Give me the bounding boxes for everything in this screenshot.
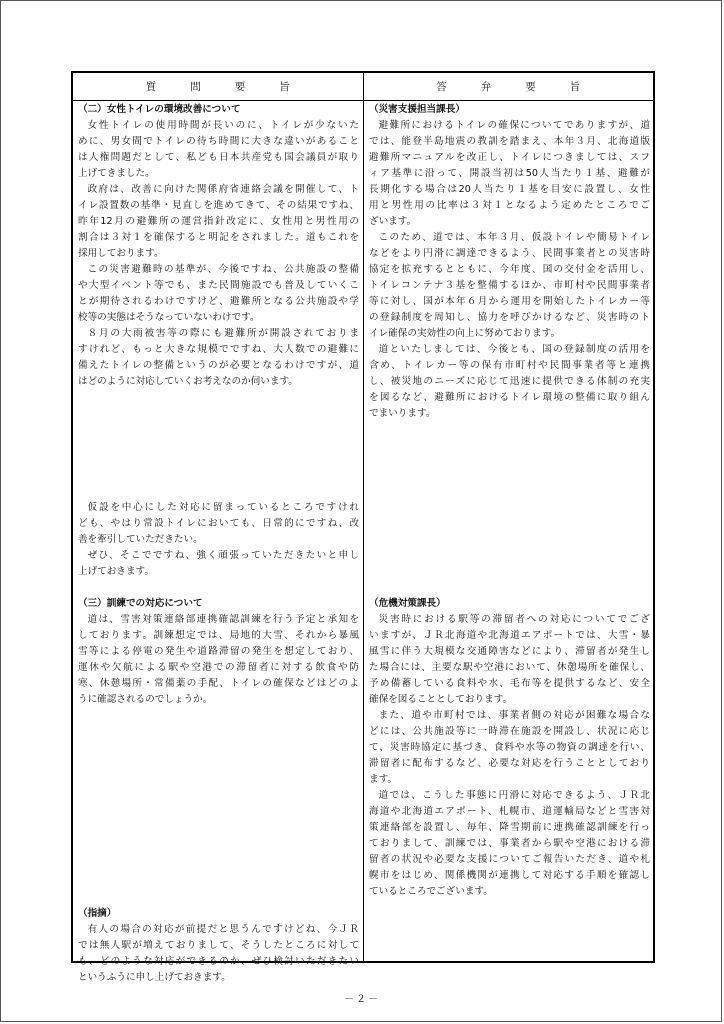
question-section bbox=[78, 500, 359, 580]
section-heading: （三）訓練での対応について bbox=[78, 598, 203, 609]
text-line: 上げておきます。 bbox=[78, 566, 154, 577]
text-line: ざいます。 bbox=[369, 216, 417, 227]
table-header bbox=[73, 73, 653, 101]
text-line: 上げてきました。 bbox=[78, 168, 155, 179]
text-line: トイレコンテナ３基を整備するほか、市町村や民間事業者 bbox=[369, 280, 650, 291]
text-line: 女性トイレの使用時間が長いのに、トイレが少ないた bbox=[87, 120, 359, 131]
text-line: 寒、休憩場所・常備薬の手配、トイレの確保などはどのよ bbox=[78, 678, 359, 689]
text-line: 仮設を中心にした対応に留まっているところですけれ bbox=[87, 502, 359, 513]
text-line: 備えたトイレの整備というのが必要となるわけですが、道 bbox=[78, 360, 359, 371]
text-line: 雪等による停電の発生や道路滞留の発生を想定しており、 bbox=[78, 646, 359, 657]
text-line: や大型イベント等でも、また民間施設でも普及していくこ bbox=[78, 280, 359, 291]
section-heading: （災害支援担当課長） bbox=[369, 104, 465, 115]
text-line: た場合には、主要な駅や空港において、休憩場所を確保し、 bbox=[369, 662, 650, 673]
text-line: 道は、雪害対策連絡部連携確認訓練を行う予定と承知を bbox=[87, 614, 359, 625]
section-heading: （危機対策課長） bbox=[369, 598, 446, 609]
text-line: いますが、ＪＲ北海道や北海道エアポートでは、大雪・暴 bbox=[369, 630, 650, 641]
answer-section bbox=[369, 102, 650, 422]
text-line: このため、道では、本年３月、仮設トイレや簡易トイレ bbox=[378, 232, 650, 243]
text-line: などをより円滑に調達できるよう、民間事業者との災害時 bbox=[369, 248, 650, 259]
text-line: 留者の状況や必要な支援についてご報告いただき、道や札 bbox=[369, 854, 650, 865]
question-section bbox=[78, 906, 359, 986]
text-line: て、災害時協定に基づき、食料や水等の物資の調達を行い、 bbox=[369, 742, 650, 753]
text-line: 協定を拡充するとともに、今年度、国の交付金を活用し、 bbox=[369, 264, 650, 275]
section-heading: （指摘） bbox=[78, 908, 117, 919]
text-line: では、能登半島地震の教訓を踏まえ、本年３月、北海道版 bbox=[369, 136, 650, 147]
text-line: 運休や欠航による駅や空港での滞留者に対する飲食や防 bbox=[78, 662, 359, 673]
text-line: 滞留者に配布するなど、必要な対応を行うこととしており bbox=[369, 758, 650, 769]
header-answer-summary: 答弁要旨 bbox=[436, 81, 615, 93]
text-line: 等に対し、国が本年６月から運用を開始したトイレカー等 bbox=[369, 296, 650, 307]
question-section bbox=[78, 596, 359, 708]
text-line: 採用しております。 bbox=[78, 248, 164, 259]
text-line: 道では、こうした事態に円滑に対応できるよう、ＪＲ北 bbox=[378, 790, 650, 801]
text-line: ておりまして、訓練では、事業者から駅や空港における滞 bbox=[369, 838, 650, 849]
text-line: 用と男性用の比率は３対１となるよう定めたところでご bbox=[369, 200, 650, 211]
text-line: 昨年12月の避難所の運営指針改定に、女性用と男性用の bbox=[78, 216, 359, 227]
text-line: うに確認されるのでしょうか。 bbox=[78, 694, 213, 705]
text-line: 避難所マニュアルを改正し、トイレにつきましては、スフ bbox=[369, 152, 650, 163]
text-line: 策連絡部を設置し、毎年、降雪期前に連携確認訓練を行っ bbox=[369, 822, 650, 833]
text-line: 含め、トイレカー等の保有市町村や民間事業者等と連携 bbox=[369, 360, 650, 371]
text-line: とが期待されるわけですけど、避難所となる公共施設や学 bbox=[78, 296, 359, 307]
text-line: また、道や市町村では、事業者側の対応が困難な場合な bbox=[378, 710, 650, 721]
text-line: どには、公共施設等に一時滞在施設を開設し、状況に応じ bbox=[369, 726, 650, 737]
text-line: 割合は３対１を確保すると明記をされました。道もこれを bbox=[78, 232, 359, 243]
text-line: ８月の大雨被害等の際にも避難所が開設されておりま bbox=[87, 328, 359, 339]
answer-section bbox=[369, 596, 650, 900]
text-line: 風雪に伴う大規模な交通障害などにより、滞留者が発生し bbox=[369, 646, 650, 657]
text-line: でまいります。 bbox=[369, 408, 436, 419]
text-line: 有人の場合の対応が前提だと思うんですけどね、今ＪＲ bbox=[87, 924, 359, 935]
text-line: 災害時における駅等の滞留者への対応についてでござ bbox=[378, 614, 650, 625]
text-line: 海道や北海道エアポート、札幌市、道運輸局などと雪害対 bbox=[369, 806, 650, 817]
text-line: も、どのような対応ができるのか、ぜひ検討いただきたい bbox=[78, 956, 359, 967]
text-line: ます。 bbox=[369, 774, 398, 785]
text-line: ィア基準に沿って、開設当初は50人当たり１基、避難が bbox=[369, 168, 650, 179]
text-line: というふうに申し上げておきます。 bbox=[78, 972, 231, 983]
text-line: この災害避難時の基準が、今後ですね、公共施設の整備 bbox=[87, 264, 359, 275]
text-line: では無人駅が増えておりまして、そうしたところに対して bbox=[78, 940, 359, 951]
text-line: はどのように対応していくお考えなのか伺います。 bbox=[78, 376, 298, 387]
section-heading: （二）女性トイレの環境改善について bbox=[78, 104, 241, 115]
text-line: めに、男女間でトイレの待ち時間に大きな違いがあること bbox=[78, 136, 359, 147]
text-line: 善を牽引していただきたい。 bbox=[78, 534, 203, 545]
text-line: を図るなど、避難所におけるトイレ環境の整備に取り組ん bbox=[369, 392, 650, 403]
column-divider bbox=[363, 100, 364, 961]
text-line: の登録制度を周知し、協力を呼びかけるなど、災害時のト bbox=[369, 312, 650, 323]
text-line: 政府は、改善に向けた関係府省連絡会議を開催して、ト bbox=[87, 184, 359, 195]
text-line: ぜひ、そこでですね、強く頑張っていただきたいと申し bbox=[87, 550, 359, 561]
page-number: －２－ bbox=[344, 994, 380, 1005]
text-line: 予め備蓄している食料や水、毛布等を提供するなど、安全 bbox=[369, 678, 650, 689]
text-line: は人権問題だとして、私ども日本共産党も国会議員が取り bbox=[78, 152, 359, 163]
text-line: 確保を図ることとしております。 bbox=[369, 694, 513, 705]
text-line: ているところでございます。 bbox=[369, 886, 493, 897]
header-question-summary: 質問要旨 bbox=[73, 73, 364, 100]
question-section bbox=[78, 102, 359, 390]
qa-table bbox=[71, 71, 655, 983]
text-line: 長期化する場合は20人当たり１基を目安に設置し、女性 bbox=[369, 184, 650, 195]
text-line: イレ確保の実効性の向上に努めております。 bbox=[369, 328, 561, 339]
text-line: 幌市をはじめ、関係機関が連携して対応する手順を確認し bbox=[369, 870, 650, 881]
text-line: ども、やはり常設トイレにおいても、日常的にですね、改 bbox=[78, 518, 359, 529]
text-line: イレ設置数の基準・見直しを進めてきて、その結果ですね、 bbox=[78, 200, 359, 211]
text-line: すけれど、もっと大きな規模でですね、大人数での避難に bbox=[78, 344, 359, 355]
text-line: しております。訓練想定では、局地的大雪、それから暴風 bbox=[78, 630, 359, 641]
text-line: 避難所におけるトイレの確保についてでありますが、道 bbox=[378, 120, 650, 131]
text-line: 校等の実態はそうなっていないわけです。 bbox=[78, 312, 260, 323]
text-line: 道といたしましては、今後とも、国の登録制度の活用を bbox=[378, 344, 650, 355]
text-line: し、被災地のニーズに応じて迅速に提供できる体制の充実 bbox=[369, 376, 650, 387]
